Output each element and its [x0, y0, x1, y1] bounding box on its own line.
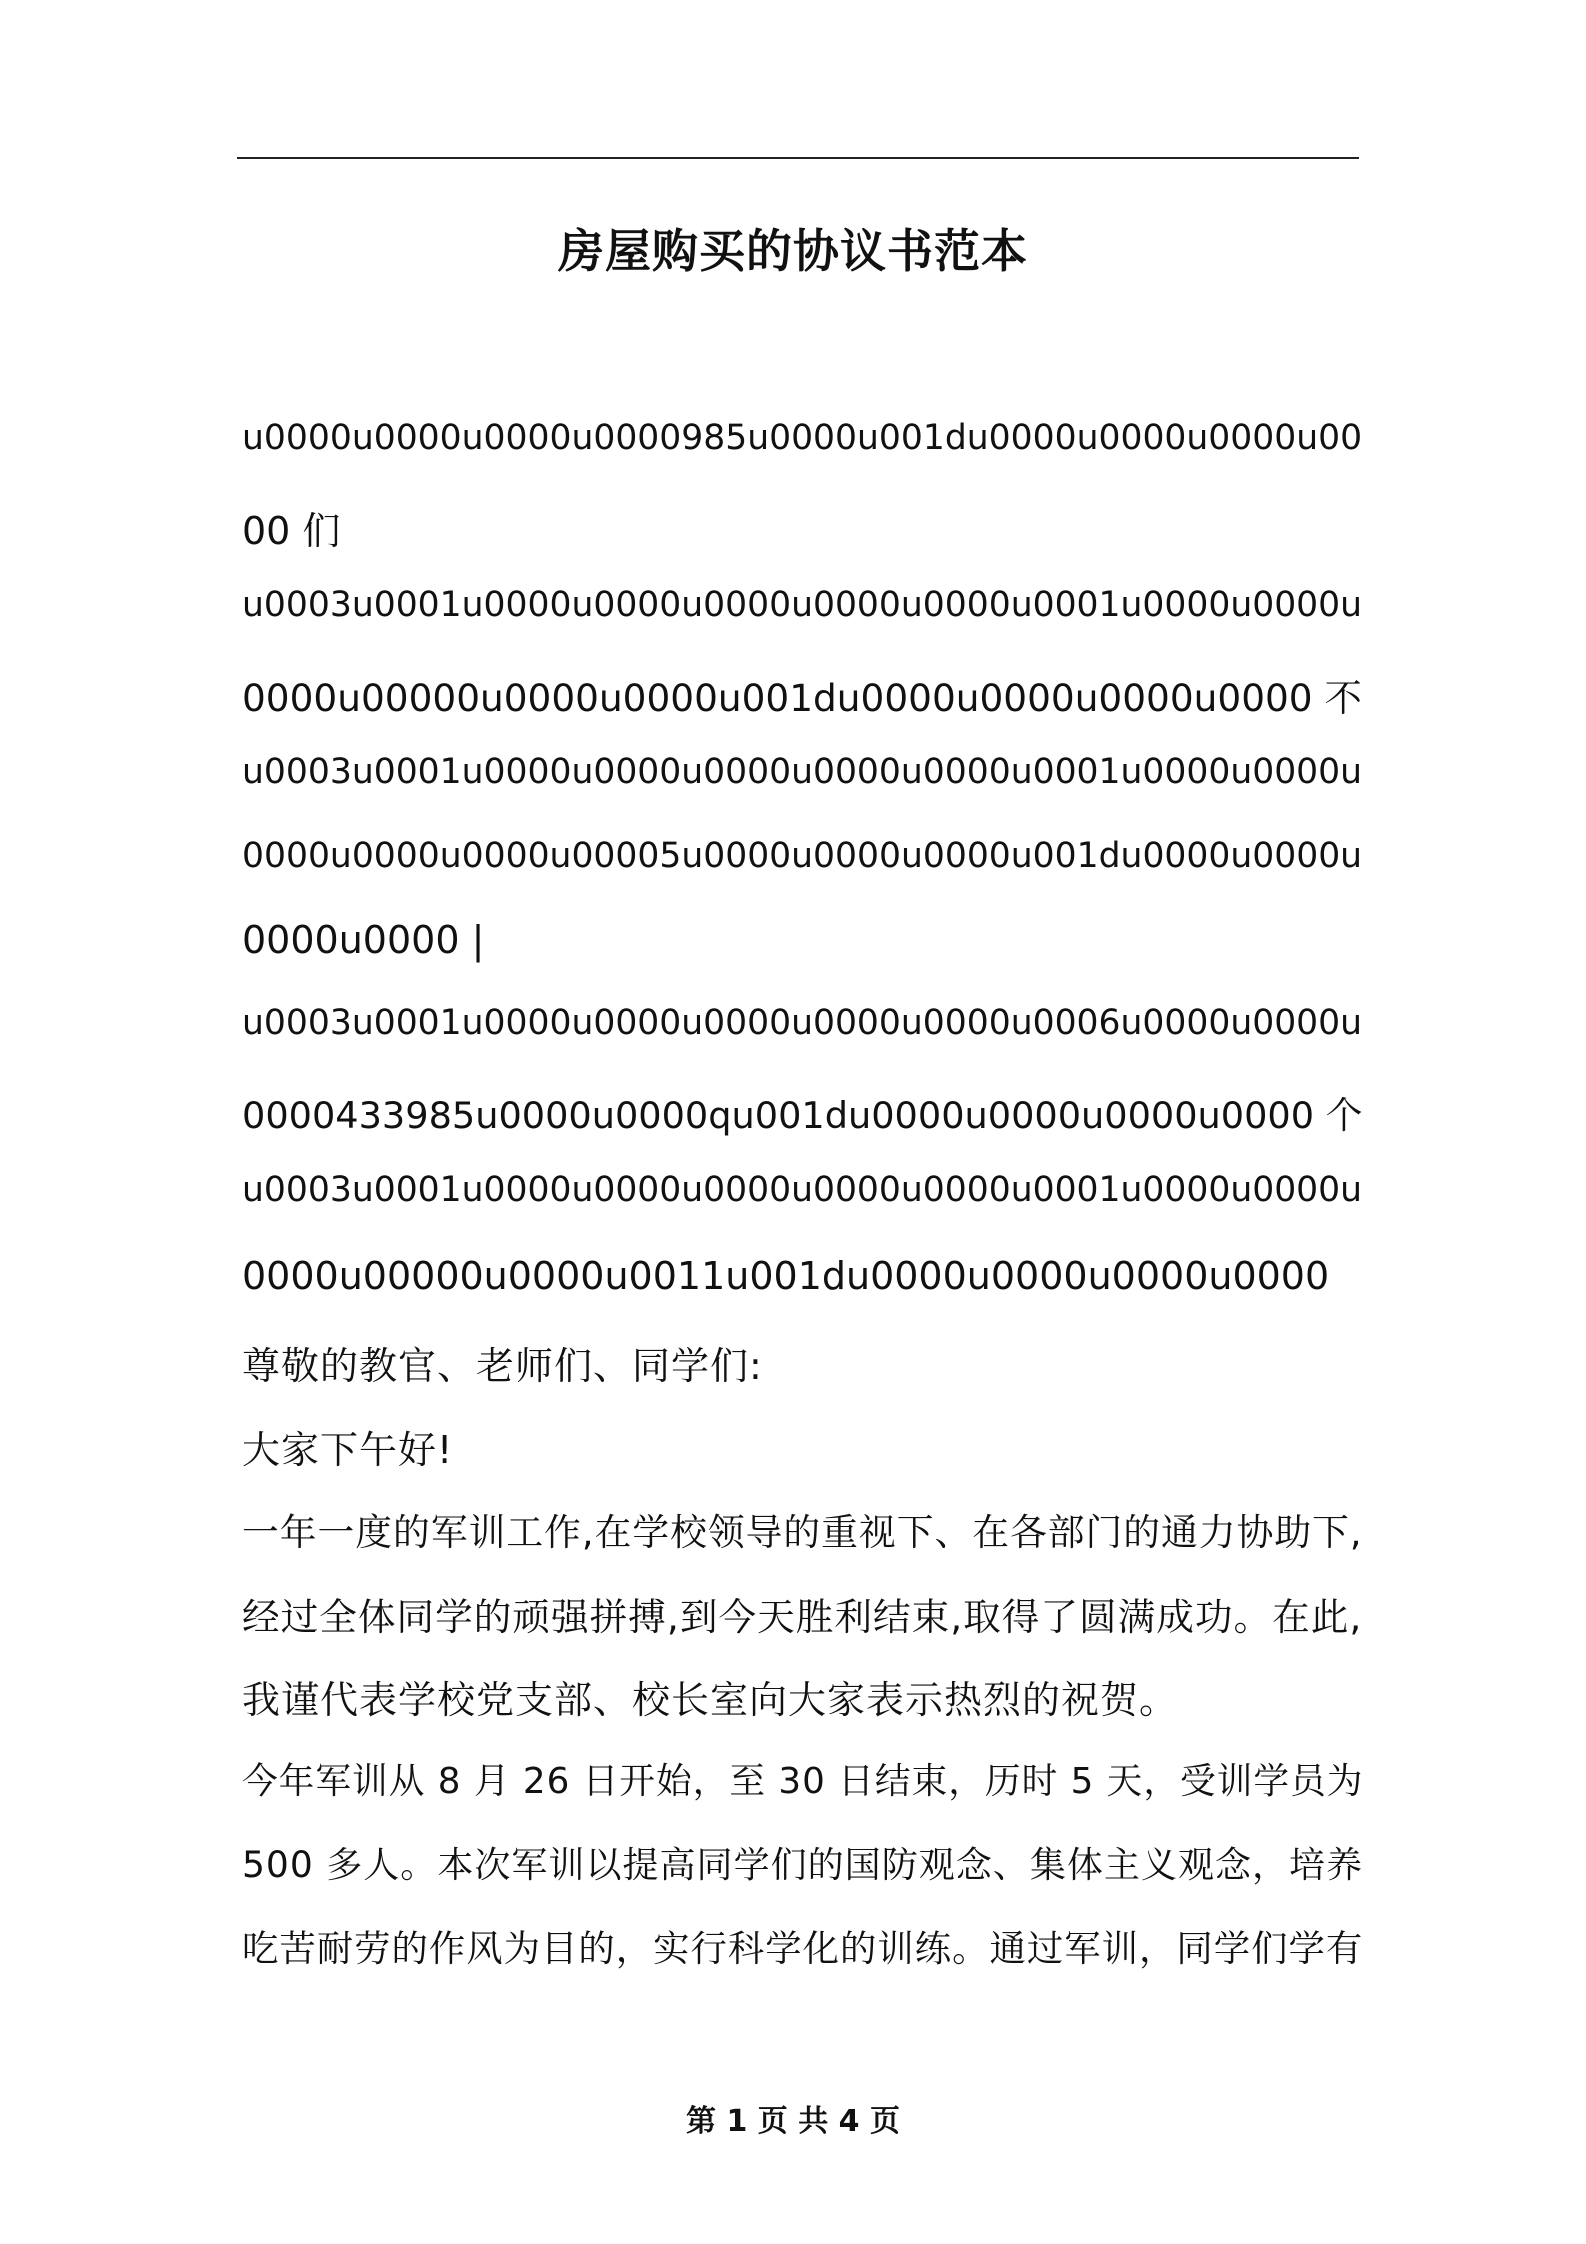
body-line: u0003u0001u0000u0000u0000u0000u0000u0001u0000u0000u — [242, 1170, 1363, 1210]
body-line: 0000u0000u0000u00005u0000u0000u0000u001du0000u0000u — [242, 836, 1363, 876]
body-line: u0000u0000u0000u0000985u0000u001du0000u0000u0000u00 — [242, 418, 1363, 458]
salutation: 尊敬的教官、老师们、同学们: — [242, 1344, 763, 1388]
body-line: 0000433985u0000u0000qu001du0000u0000u0000u0000 个 — [242, 1094, 1363, 1137]
header-rule — [237, 157, 1359, 159]
body-line: u0003u0001u0000u0000u0000u0000u0000u0001u0000u0000u — [242, 752, 1363, 792]
paragraph-line: 经过全体同学的顽强拼搏,到今天胜利结束,取得了圆满成功。在此, — [242, 1595, 1363, 1639]
body-line: u0003u0001u0000u0000u0000u0000u0000u0001u0000u0000u — [242, 585, 1363, 625]
paragraph-line: 我谨代表学校党支部、校长室向大家表示热烈的祝贺。 — [242, 1678, 1179, 1722]
body-line: 0000u00000u0000u0011u001du0000u0000u0000u0000 — [242, 1254, 1330, 1298]
paragraph-line: 500 多人。本次军训以提高同学们的国防观念、集体主义观念，培养 — [242, 1845, 1364, 1886]
greeting: 大家下午好! — [242, 1428, 454, 1472]
body-line: 0000u0000 | — [242, 918, 485, 962]
document-title: 房屋购买的协议书范本 — [558, 224, 1028, 278]
paragraph-line: 今年军训从 8 月 26 日开始，至 30 日结束，历时 5 天，受训学员为 — [242, 1761, 1364, 1802]
paragraph-line: 吃苦耐劳的作风为目的，实行科学化的训练。通过军训，同学们学有 — [242, 1927, 1364, 1970]
body-line: 00 们 — [242, 509, 341, 553]
body-line: 0000u00000u0000u0000u001du0000u0000u0000u0000 不 — [242, 676, 1362, 720]
paragraph-line: 一年一度的军训工作,在学校领导的重视下、在各部门的通力协助下, — [242, 1511, 1363, 1554]
page-number: 第 1 页 共 4 页 — [686, 2104, 900, 2139]
body-line: u0003u0001u0000u0000u0000u0000u0000u0006u0000u0000u — [242, 1003, 1363, 1043]
